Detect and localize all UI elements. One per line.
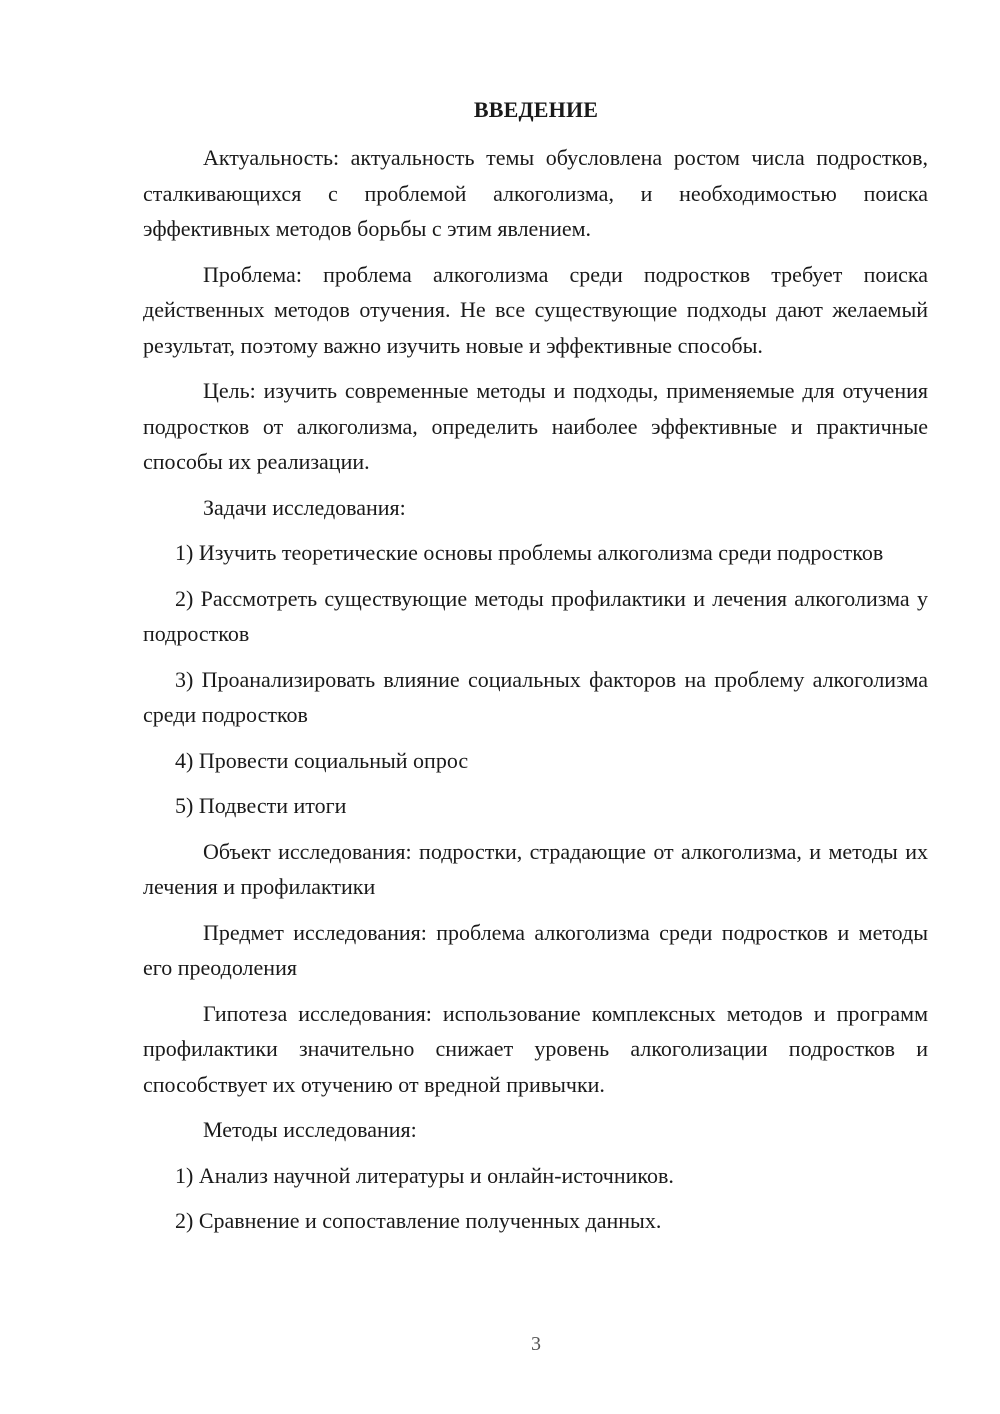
- task-item-2: 2) Рассмотреть существующие методы профилактики и лечения алкоголизма у подростков: [143, 585, 928, 646]
- task-item-5: 5) Подвести итоги: [175, 793, 347, 818]
- relevance-paragraph: Актуальность: актуальность темы обусловлена ростом числа подростков, сталкивающихся с проблемой алкоголизма, и необходимостью поиска эффективных методов борьбы с этим явлением.: [143, 145, 928, 241]
- hypothesis-paragraph: Гипотеза исследования: использование комплексных методов и программ профилактики значительно снижает уровень алкоголизации подростков и способствует их отучению от вредной привычки.: [143, 1000, 928, 1097]
- page-title: ВВЕДЕНИЕ: [473, 97, 599, 122]
- method-item-2: 2) Сравнение и сопоставление полученных данных.: [175, 1208, 662, 1233]
- subject-paragraph: Предмет исследования: проблема алкоголизма среди подростков и методы его преодоления: [143, 919, 928, 980]
- goal-paragraph: Цель: изучить современные методы и подходы, применяемые для отучения подростков от алкоголизма, определить наиболее эффективные и практичные способы их реализации.: [143, 378, 928, 474]
- task-item-3: 3) Проанализировать влияние социальных факторов на проблему алкоголизма среди подростков: [143, 666, 928, 727]
- task-item-1: 1) Изучить теоретические основы проблемы алкоголизма среди подростков: [175, 540, 884, 565]
- task-item-4: 4) Провести социальный опрос: [175, 747, 469, 773]
- method-item-1: 1) Анализ научной литературы и онлайн-источников.: [175, 1162, 674, 1188]
- tasks-heading: Задачи исследования:: [203, 494, 406, 520]
- methods-heading: Методы исследования:: [203, 1117, 417, 1142]
- page-number: 3: [531, 1333, 541, 1355]
- document-body: [143, 140, 928, 1249]
- problem-paragraph: Проблема: проблема алкоголизма среди подростков требует поиска действенных методов отучения. Не все существующие подходы дают желаемый результат, поэтому важно изучить новые и эффективные способы.: [143, 261, 928, 358]
- object-paragraph: Объект исследования: подростки, страдающие от алкоголизма, и методы их лечения и профилактики: [143, 838, 928, 899]
